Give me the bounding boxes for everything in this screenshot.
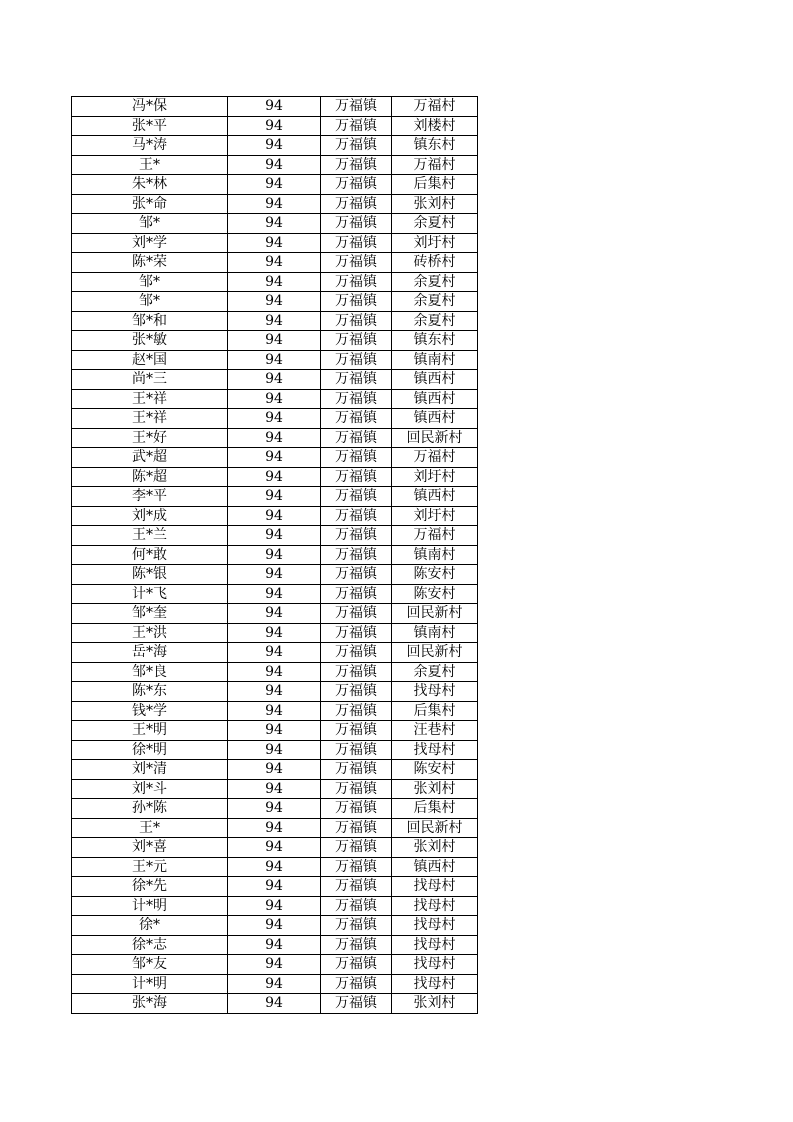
- town-cell: 万福镇: [321, 292, 392, 312]
- village-cell: 张刘村: [392, 838, 478, 858]
- village-cell: 回民新村: [392, 604, 478, 624]
- town-cell: 万福镇: [321, 116, 392, 136]
- name-cell: 计*明: [72, 974, 228, 994]
- name-cell: 张*命: [72, 194, 228, 214]
- score-cell: 94: [228, 857, 321, 877]
- name-cell: 刘*喜: [72, 838, 228, 858]
- village-cell: 砖桥村: [392, 253, 478, 273]
- score-cell: 94: [228, 292, 321, 312]
- score-cell: 94: [228, 818, 321, 838]
- score-cell: 94: [228, 779, 321, 799]
- score-cell: 94: [228, 214, 321, 234]
- village-cell: 找母村: [392, 916, 478, 936]
- score-cell: 94: [228, 526, 321, 546]
- table-row: [72, 955, 478, 975]
- town-cell: 万福镇: [321, 370, 392, 390]
- score-cell: 94: [228, 584, 321, 604]
- village-cell: 找母村: [392, 877, 478, 897]
- name-cell: 刘*斗: [72, 779, 228, 799]
- table-row: [72, 506, 478, 526]
- name-cell: 王*祥: [72, 389, 228, 409]
- name-cell: 王*好: [72, 428, 228, 448]
- table-row: [72, 799, 478, 819]
- name-cell: 王*: [72, 155, 228, 175]
- town-cell: 万福镇: [321, 760, 392, 780]
- score-cell: 94: [228, 682, 321, 702]
- name-cell: 邹*: [72, 292, 228, 312]
- village-cell: 后集村: [392, 799, 478, 819]
- score-cell: 94: [228, 233, 321, 253]
- town-cell: 万福镇: [321, 721, 392, 741]
- town-cell: 万福镇: [321, 428, 392, 448]
- table-row: [72, 682, 478, 702]
- table-row: [72, 370, 478, 390]
- name-cell: 徐*: [72, 916, 228, 936]
- score-cell: 94: [228, 974, 321, 994]
- table-row: [72, 584, 478, 604]
- table-row: [72, 116, 478, 136]
- name-cell: 邹*: [72, 272, 228, 292]
- village-cell: 镇南村: [392, 545, 478, 565]
- town-cell: 万福镇: [321, 682, 392, 702]
- village-cell: 万福村: [392, 526, 478, 546]
- village-cell: 张刘村: [392, 779, 478, 799]
- score-cell: 94: [228, 136, 321, 156]
- town-cell: 万福镇: [321, 155, 392, 175]
- table-row: [72, 487, 478, 507]
- score-cell: 94: [228, 409, 321, 429]
- table-row: [72, 974, 478, 994]
- score-cell: 94: [228, 916, 321, 936]
- table-row: [72, 935, 478, 955]
- village-cell: 镇西村: [392, 487, 478, 507]
- name-cell: 徐*先: [72, 877, 228, 897]
- village-cell: 万福村: [392, 155, 478, 175]
- name-cell: 武*超: [72, 448, 228, 468]
- name-cell: 钱*学: [72, 701, 228, 721]
- score-cell: 94: [228, 955, 321, 975]
- name-cell: 王*: [72, 818, 228, 838]
- score-cell: 94: [228, 97, 321, 117]
- name-cell: 陈*银: [72, 565, 228, 585]
- table-row: [72, 272, 478, 292]
- village-cell: 回民新村: [392, 643, 478, 663]
- village-cell: 镇东村: [392, 136, 478, 156]
- village-cell: 镇南村: [392, 623, 478, 643]
- name-cell: 徐*志: [72, 935, 228, 955]
- village-cell: 回民新村: [392, 818, 478, 838]
- village-cell: 张刘村: [392, 994, 478, 1014]
- town-cell: 万福镇: [321, 253, 392, 273]
- table-row: [72, 721, 478, 741]
- name-cell: 孙*陈: [72, 799, 228, 819]
- table-row: [72, 409, 478, 429]
- name-cell: 邹*和: [72, 311, 228, 331]
- village-cell: 回民新村: [392, 428, 478, 448]
- village-cell: 刘楼村: [392, 116, 478, 136]
- town-cell: 万福镇: [321, 214, 392, 234]
- score-cell: 94: [228, 877, 321, 897]
- score-cell: 94: [228, 701, 321, 721]
- town-cell: 万福镇: [321, 623, 392, 643]
- score-cell: 94: [228, 311, 321, 331]
- table-row: [72, 662, 478, 682]
- village-cell: 找母村: [392, 955, 478, 975]
- name-cell: 岳*海: [72, 643, 228, 663]
- name-cell: 徐*明: [72, 740, 228, 760]
- town-cell: 万福镇: [321, 448, 392, 468]
- town-cell: 万福镇: [321, 233, 392, 253]
- village-cell: 余夏村: [392, 272, 478, 292]
- village-cell: 余夏村: [392, 662, 478, 682]
- village-cell: 余夏村: [392, 292, 478, 312]
- score-cell: 94: [228, 370, 321, 390]
- town-cell: 万福镇: [321, 896, 392, 916]
- score-cell: 94: [228, 272, 321, 292]
- town-cell: 万福镇: [321, 545, 392, 565]
- name-cell: 李*平: [72, 487, 228, 507]
- village-cell: 后集村: [392, 701, 478, 721]
- score-cell: 94: [228, 487, 321, 507]
- town-cell: 万福镇: [321, 701, 392, 721]
- town-cell: 万福镇: [321, 818, 392, 838]
- village-cell: 找母村: [392, 740, 478, 760]
- score-cell: 94: [228, 896, 321, 916]
- table-row: [72, 448, 478, 468]
- village-cell: 刘圩村: [392, 233, 478, 253]
- town-cell: 万福镇: [321, 877, 392, 897]
- table-row: [72, 97, 478, 117]
- village-cell: 镇南村: [392, 350, 478, 370]
- score-cell: 94: [228, 389, 321, 409]
- town-cell: 万福镇: [321, 799, 392, 819]
- table-row: [72, 214, 478, 234]
- village-cell: 后集村: [392, 175, 478, 195]
- table-row: [72, 916, 478, 936]
- score-cell: 94: [228, 350, 321, 370]
- town-cell: 万福镇: [321, 857, 392, 877]
- score-cell: 94: [228, 799, 321, 819]
- town-cell: 万福镇: [321, 331, 392, 351]
- score-cell: 94: [228, 175, 321, 195]
- village-cell: 镇西村: [392, 409, 478, 429]
- village-cell: 找母村: [392, 896, 478, 916]
- village-cell: 汪巷村: [392, 721, 478, 741]
- village-cell: 刘圩村: [392, 467, 478, 487]
- name-cell: 陈*东: [72, 682, 228, 702]
- score-cell: 94: [228, 740, 321, 760]
- village-cell: 陈安村: [392, 584, 478, 604]
- table-row: [72, 623, 478, 643]
- score-cell: 94: [228, 116, 321, 136]
- village-cell: 张刘村: [392, 194, 478, 214]
- table-row: [72, 877, 478, 897]
- village-cell: 找母村: [392, 682, 478, 702]
- name-cell: 冯*保: [72, 97, 228, 117]
- name-cell: 张*敏: [72, 331, 228, 351]
- town-cell: 万福镇: [321, 584, 392, 604]
- table-row: [72, 896, 478, 916]
- town-cell: 万福镇: [321, 389, 392, 409]
- town-cell: 万福镇: [321, 779, 392, 799]
- name-cell: 朱*林: [72, 175, 228, 195]
- town-cell: 万福镇: [321, 935, 392, 955]
- town-cell: 万福镇: [321, 662, 392, 682]
- table-row: [72, 604, 478, 624]
- village-cell: 镇西村: [392, 857, 478, 877]
- town-cell: 万福镇: [321, 994, 392, 1014]
- village-cell: 镇东村: [392, 331, 478, 351]
- name-cell: 刘*学: [72, 233, 228, 253]
- town-cell: 万福镇: [321, 838, 392, 858]
- name-cell: 邹*良: [72, 662, 228, 682]
- town-cell: 万福镇: [321, 97, 392, 117]
- name-cell: 马*涛: [72, 136, 228, 156]
- town-cell: 万福镇: [321, 311, 392, 331]
- town-cell: 万福镇: [321, 604, 392, 624]
- town-cell: 万福镇: [321, 916, 392, 936]
- table-row: [72, 818, 478, 838]
- table-body: [72, 97, 478, 1014]
- name-cell: 邹*友: [72, 955, 228, 975]
- town-cell: 万福镇: [321, 643, 392, 663]
- table-row: [72, 545, 478, 565]
- score-cell: 94: [228, 565, 321, 585]
- table-row: [72, 857, 478, 877]
- village-cell: 陈安村: [392, 760, 478, 780]
- town-cell: 万福镇: [321, 175, 392, 195]
- score-cell: 94: [228, 643, 321, 663]
- town-cell: 万福镇: [321, 467, 392, 487]
- score-cell: 94: [228, 155, 321, 175]
- table-row: [72, 467, 478, 487]
- name-cell: 计*飞: [72, 584, 228, 604]
- score-cell: 94: [228, 506, 321, 526]
- table-row: [72, 389, 478, 409]
- table-row: [72, 760, 478, 780]
- table-row: [72, 779, 478, 799]
- name-cell: 王*洪: [72, 623, 228, 643]
- name-cell: 张*平: [72, 116, 228, 136]
- town-cell: 万福镇: [321, 740, 392, 760]
- score-cell: 94: [228, 428, 321, 448]
- score-cell: 94: [228, 331, 321, 351]
- table-row: [72, 994, 478, 1014]
- score-cell: 94: [228, 545, 321, 565]
- table-row: [72, 838, 478, 858]
- name-cell: 王*明: [72, 721, 228, 741]
- name-cell: 王*兰: [72, 526, 228, 546]
- table-row: [72, 643, 478, 663]
- table-row: [72, 740, 478, 760]
- score-cell: 94: [228, 838, 321, 858]
- village-cell: 刘圩村: [392, 506, 478, 526]
- name-cell: 计*明: [72, 896, 228, 916]
- table-row: [72, 428, 478, 448]
- village-cell: 陈安村: [392, 565, 478, 585]
- table-row: [72, 350, 478, 370]
- village-cell: 余夏村: [392, 311, 478, 331]
- table-row: [72, 311, 478, 331]
- score-cell: 94: [228, 721, 321, 741]
- table-row: [72, 155, 478, 175]
- village-cell: 镇西村: [392, 389, 478, 409]
- score-cell: 94: [228, 623, 321, 643]
- name-cell: 王*元: [72, 857, 228, 877]
- table-row: [72, 526, 478, 546]
- name-cell: 尚*三: [72, 370, 228, 390]
- score-cell: 94: [228, 662, 321, 682]
- name-cell: 陈*超: [72, 467, 228, 487]
- table-row: [72, 253, 478, 273]
- town-cell: 万福镇: [321, 272, 392, 292]
- village-cell: 万福村: [392, 97, 478, 117]
- name-cell: 王*祥: [72, 409, 228, 429]
- table-row: [72, 175, 478, 195]
- town-cell: 万福镇: [321, 409, 392, 429]
- name-cell: 何*敢: [72, 545, 228, 565]
- town-cell: 万福镇: [321, 974, 392, 994]
- name-cell: 陈*荣: [72, 253, 228, 273]
- village-cell: 镇西村: [392, 370, 478, 390]
- village-cell: 找母村: [392, 974, 478, 994]
- score-cell: 94: [228, 194, 321, 214]
- table-row: [72, 194, 478, 214]
- score-cell: 94: [228, 760, 321, 780]
- score-cell: 94: [228, 604, 321, 624]
- town-cell: 万福镇: [321, 136, 392, 156]
- name-cell: 刘*成: [72, 506, 228, 526]
- name-cell: 邹*: [72, 214, 228, 234]
- town-cell: 万福镇: [321, 526, 392, 546]
- score-cell: 94: [228, 935, 321, 955]
- village-cell: 找母村: [392, 935, 478, 955]
- village-cell: 余夏村: [392, 214, 478, 234]
- town-cell: 万福镇: [321, 506, 392, 526]
- town-cell: 万福镇: [321, 487, 392, 507]
- table-row: [72, 565, 478, 585]
- table-row: [72, 331, 478, 351]
- table-row: [72, 292, 478, 312]
- town-cell: 万福镇: [321, 350, 392, 370]
- name-cell: 张*海: [72, 994, 228, 1014]
- score-cell: 94: [228, 467, 321, 487]
- town-cell: 万福镇: [321, 565, 392, 585]
- village-cell: 万福村: [392, 448, 478, 468]
- town-cell: 万福镇: [321, 194, 392, 214]
- table-row: [72, 701, 478, 721]
- score-cell: 94: [228, 994, 321, 1014]
- table-row: [72, 233, 478, 253]
- score-cell: 94: [228, 448, 321, 468]
- name-cell: 赵*国: [72, 350, 228, 370]
- town-cell: 万福镇: [321, 955, 392, 975]
- table-row: [72, 136, 478, 156]
- name-cell: 邹*奎: [72, 604, 228, 624]
- score-cell: 94: [228, 253, 321, 273]
- name-cell: 刘*清: [72, 760, 228, 780]
- data-table: [71, 96, 478, 1014]
